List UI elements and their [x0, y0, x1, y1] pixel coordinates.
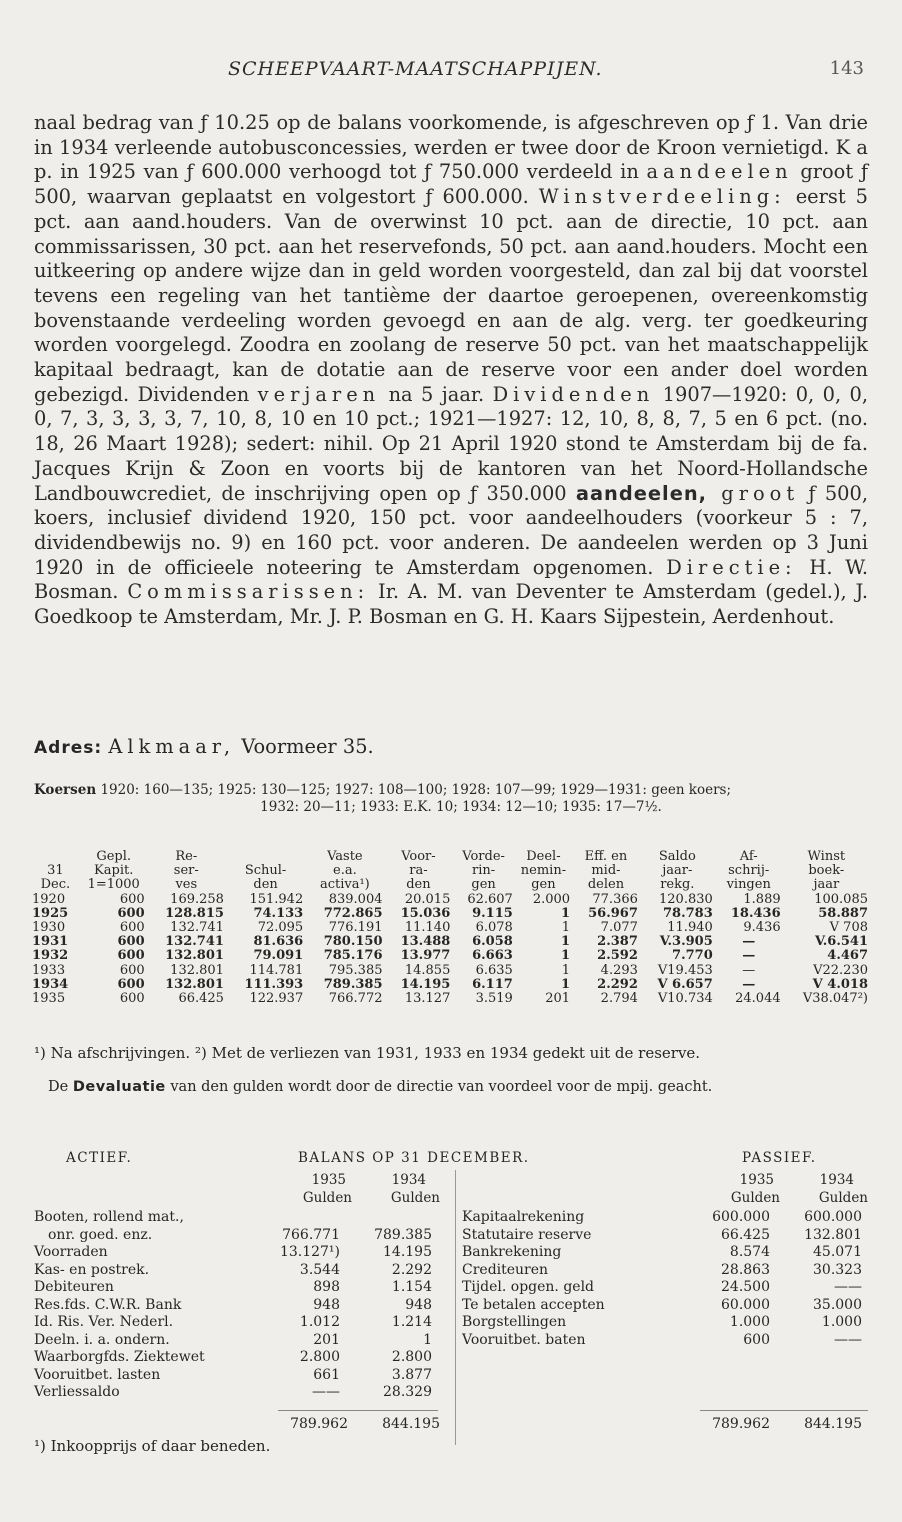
financials-header-cell: vingen [726, 877, 771, 893]
actief-total-1934: 844.195 [382, 1416, 440, 1432]
actief-row [34, 1244, 444, 1262]
page-number: 143 [829, 58, 864, 79]
actief-value-1935: 766.771 [282, 1226, 340, 1243]
financials-cell: 2.592 [597, 948, 638, 964]
financials-cell: 56.967 [588, 905, 638, 921]
passief-label: Crediteuren [462, 1261, 549, 1278]
financials-cell: 20.015 [404, 891, 451, 907]
actief-unit-1934: Gulden [390, 1189, 440, 1206]
passief-unit-1935: Gulden [730, 1189, 780, 1206]
balans-divider [455, 1170, 456, 1445]
financials-cell: 81.636 [253, 934, 304, 950]
passief-year-1935: 1935 [739, 1172, 774, 1188]
actief-value-1935: —— [312, 1384, 340, 1400]
financials-cell: 66.425 [178, 991, 224, 1007]
actief-row [34, 1314, 444, 1332]
actief-value-1934: 28.329 [383, 1384, 432, 1400]
financials-cell: 6.117 [472, 976, 513, 992]
financials-header-cell: Eff. en [584, 849, 628, 864]
financials-header-cell: e.a. [333, 863, 357, 879]
financials-cell: 201 [545, 991, 571, 1007]
financials-header-cell: boek- [808, 863, 845, 879]
passief-label: Vooruitbet. baten [462, 1331, 586, 1348]
financials-cell: 789.385 [323, 976, 383, 992]
actief-value-1934: 789.385 [374, 1226, 432, 1243]
financials-cell: 3.519 [475, 991, 513, 1007]
financials-cell: 9.436 [743, 920, 781, 936]
financials-cell: 1931 [32, 934, 69, 950]
actief-list [34, 1209, 444, 1402]
financials-header-cell: Af- [739, 849, 758, 864]
actief-value-1935: 201 [313, 1331, 340, 1348]
text-b: groot ƒ 500, waarvan geplaatst en volgestort ƒ 600.000. [34, 160, 869, 209]
financials-row [30, 907, 870, 921]
devaluatie-note [48, 1079, 868, 1096]
actief-label: Debiteuren [34, 1279, 114, 1295]
financials-cell: 1934 [32, 976, 69, 992]
financials-cell: 1935 [32, 991, 66, 1007]
financials-cell: 24.044 [735, 991, 781, 1007]
actief-value-1934: 1.214 [391, 1314, 432, 1330]
financials-cell: 77.366 [592, 891, 638, 907]
passief-label: Kapitaalrekening [462, 1209, 585, 1225]
passief-value-1935: 1.000 [729, 1314, 770, 1330]
spaced-verjaren: verjaren [257, 382, 381, 406]
financials-cell: 1 [560, 948, 571, 964]
financials-cell: 600 [119, 991, 145, 1007]
financials-cell: V.3.905 [659, 934, 713, 950]
financials-header-cell: ser- [173, 863, 199, 879]
financials-cell: — [742, 976, 756, 992]
spaced-directie: Directie: [666, 555, 797, 579]
passief-row [462, 1227, 868, 1245]
actief-title: ACTIEF. [66, 1150, 133, 1166]
koersen-label: Koersen [34, 782, 97, 798]
text-d: na 5 jaar. [380, 382, 493, 406]
financials-cell: 600 [117, 934, 145, 950]
devaluatie-prefix: De [48, 1079, 73, 1095]
financials-row [30, 964, 870, 978]
actief-value-1934: 1.154 [391, 1279, 432, 1295]
actief-totals [280, 1416, 440, 1434]
text-a: naal bedrag van ƒ 10.25 op de balans voorkomende, is afgeschreven op ƒ 1. Van drie in 1934 verleende autobusconcessies, werden er twee door de Kroon vernietigd. K a p. in 1925 van ƒ 600.000 verhoogd tot ƒ 750.000 verdeeld in [34, 111, 868, 184]
actief-label: Verliessaldo [34, 1384, 120, 1400]
financials-row [30, 992, 870, 1006]
actief-label: onr. goed. enz. [48, 1226, 153, 1243]
financials-cell: 11.140 [404, 920, 451, 936]
actief-year-1935: 1935 [311, 1172, 346, 1188]
financials-row [30, 935, 870, 949]
financials-cell: 600 [119, 920, 145, 936]
financials-cell: 6.078 [475, 920, 513, 936]
financials-header-cell: ves [175, 877, 198, 893]
financials-header-cell: 31 [47, 863, 64, 879]
text-c: eerst 5 pct. aan aand.houders. Van de overwinst 10 pct. aan de directie, 10 pct. aan commissarissen, 30 pct. aan het reservefonds, 50 pct. aan aand.houders. Mocht een uitkeering op andere wijze dan in geld worden voorgesteld, dan zal bij dat voorstel tevens een regeling van het tantième der daartoe geroepenen, overeenkomstig bovenstaande verdeeling worden gevoegd en aan de alg. verg. ter goedkeuring worden voorgelegd. Zoodra en zoolang de reserve 50 pct. van het maatschappelijk kapitaal bedraagt, kan de dotatie aan de reserve voor een ander doel worden gebezigd. Dividenden [34, 185, 868, 406]
financials-cell: 780.150 [323, 934, 383, 950]
passief-value-1934: 35.000 [813, 1296, 862, 1313]
financials-cell: V22.230 [813, 962, 868, 978]
body-paragraph [34, 111, 868, 630]
actief-year-1934: 1934 [391, 1172, 426, 1188]
passief-row [462, 1279, 868, 1297]
financials-header-cell: rekg. [660, 877, 695, 893]
address-line [34, 734, 868, 761]
passief-label: Statutaire reserve [462, 1226, 592, 1243]
actief-value-1934: 3.877 [391, 1366, 432, 1383]
financials-cell: 6.635 [475, 962, 513, 978]
financials-cell: 766.772 [328, 991, 383, 1007]
devaluatie-label: Devaluatie [72, 1079, 166, 1095]
financials-cell: 100.085 [814, 891, 868, 907]
actief-row [34, 1279, 444, 1297]
actief-value-1934: 14.195 [383, 1244, 432, 1260]
financials-cell: 1920 [32, 891, 66, 907]
financials-row [30, 893, 870, 907]
koersen-line1: 1920: 160—135; 1925: 130—125; 1927: 108—100; 1928: 107—99; 1929—1931: geen koers; [96, 782, 732, 798]
balans-title: BALANS OP 31 DECEMBER. [298, 1150, 530, 1166]
actief-value-1935: 948 [313, 1296, 340, 1313]
passief-value-1935: 28.863 [721, 1261, 770, 1278]
text-f: ƒ 500, koers, inclusief dividend 1920, 150 pct. voor aandeelhouders (voorkeur 5 : 7, dividendbewijs no. 9) en 160 pct. voor anderen. De aandeelen werden op 3 Juni 1920 in de officieele noteering te Amsterdam opgenomen. [34, 481, 868, 579]
financials-cell: 13.977 [400, 948, 451, 964]
actief-total-1935: 789.962 [290, 1416, 348, 1432]
actief-label: Res.fds. C.W.R. Bank [34, 1296, 182, 1313]
actief-value-1935: 2.800 [299, 1349, 340, 1365]
financials-cell: 122.937 [249, 991, 304, 1007]
financials-cell: 7.770 [672, 948, 713, 964]
balans-footnote: ¹) Inkoopprijs of daar beneden. [34, 1437, 271, 1455]
financials-header-cell [30, 850, 81, 864]
financials-cell: 6.663 [472, 948, 513, 964]
financials-cell: 132.801 [165, 948, 224, 964]
financials-cell: 132.801 [165, 976, 224, 992]
financials-cell: 839.004 [328, 891, 383, 907]
passief-value-1934: 600.000 [804, 1209, 862, 1225]
passief-total-1935: 789.962 [712, 1416, 770, 1432]
actief-label: Waarborgfds. Ziektewet [34, 1349, 205, 1365]
financials-cell: 600 [117, 905, 145, 921]
bold-aandeelen: aandeelen, [575, 481, 708, 505]
financials-cell: 6.058 [472, 934, 513, 950]
financials-cell: 132.801 [170, 962, 224, 978]
financials-header-cell: Vorde- [462, 849, 505, 864]
actief-label: Vooruitbet. lasten [34, 1366, 161, 1383]
financials-cell: 1930 [32, 920, 66, 936]
financials-cell: 772.865 [323, 905, 383, 921]
financials-cell: 72.095 [257, 920, 304, 936]
financials-cell: 128.815 [165, 905, 224, 921]
financials-header-row [30, 864, 870, 878]
passief-row [462, 1332, 868, 1350]
actief-row [34, 1209, 444, 1227]
balans-header [0, 1150, 902, 1170]
financials-cell: 4.293 [600, 962, 638, 978]
financials-header-cell: activa¹) [319, 877, 370, 893]
actief-value-1935: 3.544 [299, 1261, 340, 1278]
financials-cell: 7.077 [600, 920, 638, 936]
address-street: Voormeer 35. [235, 735, 374, 758]
financials-header-cell: nemin- [520, 863, 567, 879]
financials-cell: 1.889 [743, 891, 781, 907]
financials-header-cell: Re- [175, 849, 198, 864]
actief-label: Voorraden [34, 1244, 108, 1260]
financials-cell: 1932 [32, 948, 69, 964]
passief-value-1935: 600.000 [712, 1209, 770, 1225]
actief-row [34, 1332, 444, 1350]
koersen-block [34, 782, 868, 816]
passief-label: Tijdel. opgen. geld [462, 1279, 595, 1295]
passief-row [462, 1244, 868, 1262]
financials-cell: 132.741 [170, 920, 224, 936]
financials-header-cell: den [406, 877, 431, 893]
financials-cell: — [742, 948, 756, 964]
passief-value-1935: 66.425 [721, 1226, 770, 1243]
financials-cell: 1925 [32, 905, 69, 921]
financials-cell: 62.607 [467, 891, 513, 907]
financials-cell: 9.115 [472, 905, 513, 921]
financials-header-cell: den [253, 877, 278, 893]
financials-cell: 600 [119, 891, 145, 907]
passief-value-1934: 30.323 [813, 1261, 862, 1278]
passief-column-headers [700, 1172, 868, 1207]
passief-value-1935: 600 [743, 1331, 770, 1348]
financials-header-cell: jaar- [662, 863, 693, 879]
financials-cell: 11.940 [667, 920, 713, 936]
actief-value-1934: 2.800 [391, 1349, 432, 1365]
koersen-line2: 1932: 20—11; 1933: E.K. 10; 1934: 12—10; 1935: 17—7½. [260, 799, 662, 815]
actief-value-1934: 948 [405, 1296, 432, 1313]
financials-header-cell: Schul- [244, 863, 287, 879]
financials-cell: 79.091 [253, 948, 304, 964]
text-h: Ir. A. M. van Deventer te Amsterdam (gedel.), J. Goedkoop te Amsterdam, Mr. J. P. Bosman en G. H. Kaars Sijpestein, Aerdenhout. [34, 580, 868, 629]
financials-cell: V38.047²) [802, 991, 868, 1007]
financials-header-cell: ra- [409, 863, 428, 879]
financials-header-cell [226, 850, 305, 864]
passief-value-1935: 60.000 [721, 1296, 770, 1313]
financials-cell: 78.783 [663, 905, 713, 921]
financials-cell: 1933 [32, 962, 66, 978]
financials-cell: 169.258 [170, 891, 224, 907]
passief-value-1934: —— [834, 1279, 862, 1295]
actief-row [34, 1367, 444, 1385]
financials-header-cell: Saldo [658, 849, 696, 864]
financials-header-cell: mid- [591, 863, 621, 879]
financials-header-cell: delen [587, 877, 625, 893]
financials-header-cell: gen [531, 877, 556, 893]
passief-totals [700, 1416, 862, 1434]
actief-unit-1935: Gulden [302, 1189, 352, 1206]
financials-header-cell: gen [471, 877, 496, 893]
financials-cell: 151.942 [249, 891, 304, 907]
financials-cell: V10.734 [657, 991, 713, 1007]
passief-row [462, 1209, 868, 1227]
actief-value-1935: 661 [313, 1366, 340, 1383]
financials-cell: — [742, 962, 756, 978]
financials-cell: — [742, 934, 756, 950]
passief-row [462, 1297, 868, 1315]
passief-value-1935: 24.500 [721, 1279, 770, 1295]
financials-header-cell: Vaste [327, 849, 363, 864]
actief-value-1935: 13.127¹) [279, 1244, 340, 1260]
financials-header-cell: schrij- [728, 863, 770, 879]
spaced-commissarissen: Commissarissen: [127, 580, 370, 604]
financials-header-row [30, 850, 870, 864]
passief-value-1935: 8.574 [729, 1244, 770, 1260]
spaced-dividenden: Dividenden [492, 382, 655, 406]
passief-list [462, 1209, 868, 1349]
actief-label: Deeln. i. a. ondern. [34, 1331, 170, 1348]
financials-row [30, 921, 870, 935]
passief-value-1934: 132.801 [804, 1226, 862, 1243]
financials-cell: 600 [117, 976, 145, 992]
passief-label: Te betalen accepten [462, 1296, 605, 1313]
actief-row [34, 1227, 444, 1245]
passief-row [462, 1262, 868, 1280]
financials-cell: 785.176 [323, 948, 383, 964]
financials-cell: 111.393 [244, 976, 304, 992]
financials-row [30, 978, 870, 992]
passief-value-1934: 1.000 [821, 1314, 862, 1330]
financials-header-cell: Kapit. [94, 863, 134, 879]
address-label: Adres: [34, 738, 103, 758]
financials-cell: V19.453 [657, 962, 713, 978]
financials-cell: 15.036 [400, 905, 451, 921]
actief-column-headers [280, 1172, 440, 1207]
financials-header-cell: Gepl. [96, 849, 132, 864]
financials-cell: 74.133 [253, 905, 304, 921]
devaluatie-text: van den gulden wordt door de directie van voordeel voor de mpij. geacht. [165, 1079, 713, 1095]
actief-label: Kas- en postrek. [34, 1261, 150, 1278]
actief-value-1935: 1.012 [299, 1314, 340, 1330]
actief-row [34, 1262, 444, 1280]
actief-total-rule [278, 1410, 438, 1411]
spaced-winstverdeeling: Winstverdeeling: [538, 185, 786, 209]
financials-cell: 18.436 [730, 905, 781, 921]
financials-cell: V 708 [829, 920, 868, 936]
financials-cell: 1 [560, 976, 571, 992]
passief-value-1934: 45.071 [813, 1244, 862, 1260]
text-e: 1907—1920: 0, 0, 0, 0, 7, 3, 3, 3, 3, 7, 10, 8, 10 en 10 pct.; 1921—1927: 12, 10, 8, 8, 7, 5 en 6 pct. (no. 18, 26 Maart 1928); sedert: nihil. Op 21 April 1920 stond te Amsterdam bij de fa. Jacques Krijn & Zoon en voorts bij de kantoren van het Noord-Hollandsche Landbouwcrediet, de inschrijving open op ƒ 350.000 [34, 382, 869, 505]
financials-header-cell: Winst [807, 849, 846, 864]
financials-cell: 795.385 [328, 962, 383, 978]
text-g: H. W. Bosman. [34, 555, 869, 604]
financials-cell: 120.830 [659, 891, 713, 907]
passief-row [462, 1314, 868, 1332]
financials-cell: 1 [560, 934, 571, 950]
financials-cell: 776.191 [328, 920, 383, 936]
passief-title: PASSIEF. [742, 1150, 817, 1166]
passief-total-1934: 844.195 [804, 1416, 862, 1432]
financials-header-cell: Deel- [526, 849, 561, 864]
actief-value-1934: 1 [423, 1331, 432, 1348]
passief-total-rule [700, 1410, 868, 1411]
actief-row [34, 1384, 444, 1402]
actief-label: Booten, rollend mat., [34, 1209, 184, 1225]
actief-row [34, 1297, 444, 1315]
financials-cell: 1 [561, 920, 571, 936]
financials-header-row [30, 878, 870, 892]
financials-cell: 132.741 [165, 934, 224, 950]
financials-cell: 600 [117, 948, 145, 964]
financials-table [30, 850, 870, 1006]
passief-unit-1934: Gulden [818, 1189, 868, 1206]
financials-header-cell: Voor- [401, 849, 436, 864]
financials-cell: 600 [119, 962, 145, 978]
financials-cell: 2.387 [597, 934, 638, 950]
financials-cell: 14.195 [400, 976, 451, 992]
passief-label: Bankrekening [462, 1244, 562, 1260]
financials-cell: 58.887 [818, 905, 868, 921]
spaced-groot: groot [707, 481, 800, 505]
financials-cell: 4.467 [827, 948, 868, 964]
financials-header-cell: rin- [472, 863, 496, 879]
passief-value-1934: —— [834, 1331, 862, 1348]
financials-cell: 14.855 [404, 962, 451, 978]
financials-cell: 13.127 [404, 991, 451, 1007]
passief-label: Borgstellingen [462, 1314, 567, 1330]
spaced-aandeelen: aandeelen [646, 160, 793, 184]
financials-cell: 1 [561, 962, 571, 978]
financials-header-cell: Dec. [40, 877, 71, 893]
actief-value-1934: 2.292 [391, 1261, 432, 1278]
financials-cell: 114.781 [249, 962, 304, 978]
financials-cell: 2.794 [600, 991, 638, 1007]
financials-footnote: ¹) Na afschrijvingen. ²) Met de verliezen van 1931, 1933 en 1934 gedekt uit de reserve. [34, 1044, 701, 1062]
financials-header-cell: 1=1000 [87, 877, 140, 893]
address-city: Alkmaar, [108, 735, 236, 758]
financials-cell: 2.292 [597, 976, 638, 992]
financials-cell: 13.488 [400, 934, 451, 950]
financials-cell: V 6.657 [657, 976, 713, 992]
financials-cell: 2.000 [532, 891, 571, 907]
financials-cell: V 4.018 [812, 976, 868, 992]
financials-cell: V.6.541 [814, 934, 868, 950]
actief-row [34, 1349, 444, 1367]
financials-cell: 1 [560, 905, 571, 921]
passief-year-1934: 1934 [819, 1172, 854, 1188]
actief-value-1935: 898 [313, 1279, 340, 1295]
actief-label: Id. Ris. Ver. Nederl. [34, 1314, 174, 1330]
page-title: SCHEEPVAART-MAATSCHAPPIJEN. [228, 58, 603, 80]
running-head [0, 58, 902, 88]
financials-header-cell: jaar [813, 877, 840, 893]
financials-row [30, 949, 870, 963]
